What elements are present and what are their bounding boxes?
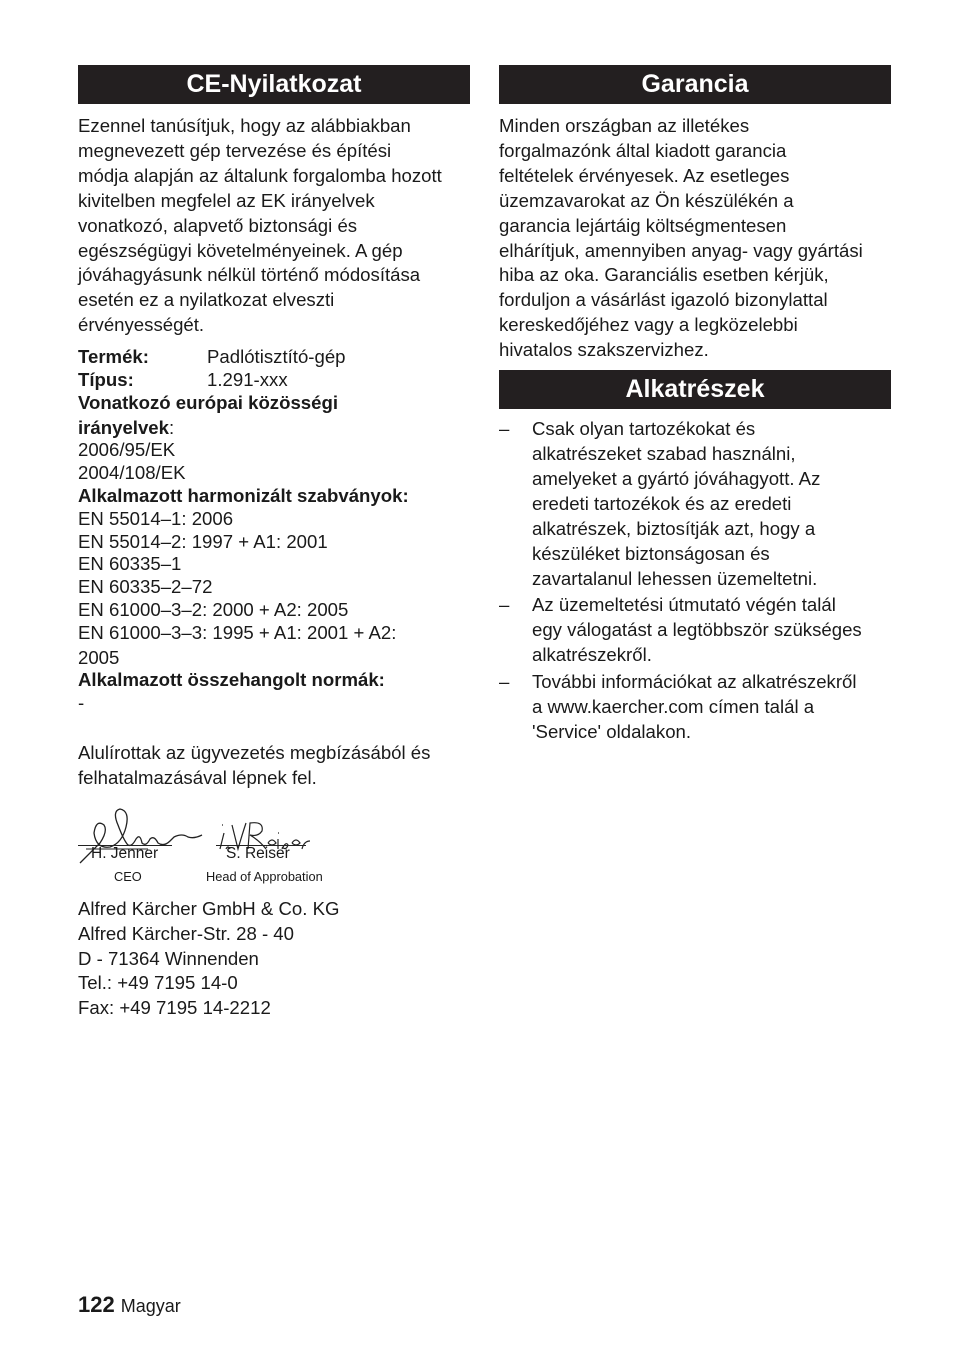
page-footer bbox=[78, 1292, 181, 1318]
standards-label: Alkalmazott harmonizált szabványok: bbox=[78, 484, 409, 506]
standard-item: EN 60335–2–72 bbox=[78, 576, 213, 598]
directives-label-1: Vonatkozó európai közösségi bbox=[78, 391, 339, 413]
warranty-text bbox=[499, 114, 891, 363]
standard-item: 2005 bbox=[78, 646, 120, 668]
signers-text-line: felhatalmazásával lépnek fel. bbox=[78, 766, 317, 788]
ce-intro-line: esetén ez a nyilatkozat elveszti bbox=[78, 289, 335, 311]
bullet-line: zavartalanul lehessen üzemeltetni. bbox=[532, 567, 818, 589]
ce-intro-line: érvényességét. bbox=[78, 314, 205, 336]
bullet-line: amelyeket a gyártó jóváhagyott. Az bbox=[532, 467, 821, 489]
address-block bbox=[78, 897, 470, 1022]
ce-intro bbox=[78, 114, 470, 338]
warranty-line: hivatalos szakszervizhez. bbox=[499, 339, 709, 361]
product-value: Padlótisztító-gép bbox=[207, 346, 346, 368]
signature-block bbox=[78, 799, 470, 899]
standard-item: EN 55014–1: 2006 bbox=[78, 507, 234, 529]
ce-specs bbox=[78, 346, 470, 715]
language-label: Magyar bbox=[120, 1296, 181, 1316]
warranty-line: forduljon a vásárlást igazoló bizonylattal bbox=[499, 289, 828, 311]
warranty-line: forgalmazónk által kiadott garancia bbox=[499, 139, 787, 161]
directive-item: 2004/108/EK bbox=[78, 462, 186, 484]
warranty-parts-column bbox=[499, 65, 891, 745]
directives-label-2: irányelvek bbox=[78, 416, 169, 438]
bullet-line: Az üzemeltetési útmutató végén talál bbox=[532, 594, 836, 616]
address-line: Tel.: +49 7195 14-0 bbox=[78, 972, 238, 994]
parts-list bbox=[499, 417, 891, 745]
ce-intro-line: megnevezett gép tervezése és építési bbox=[78, 139, 392, 161]
warranty-line: Minden országban az illetékes bbox=[499, 115, 750, 136]
norms-label: Alkalmazott összehangolt normák: bbox=[78, 669, 385, 691]
signer1-name: H. Jenner bbox=[91, 844, 159, 862]
ce-intro-line: módja alapján az általunk forgalomba hozott bbox=[78, 164, 442, 186]
bullet-line: eredeti tartozékok és az eredeti bbox=[532, 492, 792, 514]
signers-text bbox=[78, 741, 470, 791]
parts-list-item bbox=[499, 593, 891, 668]
bullet-line: Csak olyan tartozékokat és bbox=[532, 418, 756, 440]
type-row bbox=[78, 369, 470, 392]
warranty-line: elhárítjuk, amennyiben anyag- vagy gyártási bbox=[499, 239, 863, 261]
signers-text-line: Alulírottak az ügyvezetés megbízásából és bbox=[78, 741, 431, 763]
bullet-line: További információkat az alkatrészekről bbox=[532, 671, 857, 693]
ce-intro-line: egészségügyi követelményeinek. A gép bbox=[78, 239, 403, 261]
bullet-dash: – bbox=[499, 594, 510, 616]
directives-label-row bbox=[78, 417, 470, 440]
type-label: Típus: bbox=[78, 368, 134, 390]
directives-colon: : bbox=[168, 416, 175, 438]
product-label: Termék: bbox=[78, 346, 149, 368]
product-row bbox=[78, 346, 470, 369]
directive-item: 2006/95/EK bbox=[78, 439, 176, 461]
standard-item: EN 55014–2: 1997 + A1: 2001 bbox=[78, 530, 328, 552]
standard-item: EN 61000–3–2: 2000 + A2: 2005 bbox=[78, 598, 349, 620]
ce-declaration-column bbox=[78, 65, 470, 1021]
bullet-line: 'Service' oldalakon. bbox=[532, 720, 692, 742]
warranty-line: kereskedőjéhez vagy a legközelebbi bbox=[499, 314, 798, 336]
bullet-dash: – bbox=[499, 671, 510, 693]
address-line: Alfred Kärcher-Str. 28 - 40 bbox=[78, 922, 294, 944]
page-number: 122 bbox=[78, 1292, 115, 1317]
warranty-heading: Garancia bbox=[499, 65, 891, 104]
standard-item: EN 61000–3–3: 1995 + A1: 2001 + A2: bbox=[78, 621, 397, 643]
warranty-line: garancia lejártáig költségmentesen bbox=[499, 214, 787, 236]
bullet-line: a www.kaercher.com címen talál a bbox=[532, 696, 815, 718]
ce-declaration-heading: CE-Nyilatkozat bbox=[78, 65, 470, 104]
address-line: D - 71364 Winnenden bbox=[78, 947, 259, 969]
ce-intro-line: jóváhagyásunk nélkül történő módosítása bbox=[78, 264, 421, 286]
address-line: Alfred Kärcher GmbH & Co. KG bbox=[78, 897, 340, 919]
signer1-role: CEO bbox=[114, 868, 142, 884]
signer2-role: Head of Approbation bbox=[206, 868, 323, 884]
parts-list-item bbox=[499, 670, 891, 745]
ce-intro-line: kivitelben megfelel az EK irányelvek bbox=[78, 189, 375, 211]
warranty-line: üzemzavarokat az Ön készülékén a bbox=[499, 189, 794, 211]
ce-intro-line: Ezennel tanúsítjuk, hogy az alábbiakban bbox=[78, 115, 411, 136]
ce-intro-line: vonatkozó, alapvető biztonsági és bbox=[78, 214, 358, 236]
bullet-line: alkatrészek, biztosítják azt, hogy a bbox=[532, 517, 816, 539]
parts-heading: Alkatrészek bbox=[499, 370, 891, 409]
warranty-line: hiba az oka. Garanciális esetben kérjük, bbox=[499, 264, 829, 286]
signer2-name: S. Reiser bbox=[226, 844, 290, 862]
bullet-line: egy válogatást a legtöbbször szükséges bbox=[532, 619, 862, 641]
bullet-line: alkatrészeket szabad használni, bbox=[532, 442, 796, 464]
parts-list-item bbox=[499, 417, 891, 591]
address-line: Fax: +49 7195 14-2212 bbox=[78, 997, 271, 1019]
standard-item: EN 60335–1 bbox=[78, 553, 182, 575]
norms-value: - bbox=[78, 692, 85, 714]
bullet-dash: – bbox=[499, 418, 510, 440]
bullet-line: alkatrészekről. bbox=[532, 644, 652, 666]
bullet-line: készüléket biztonságosan és bbox=[532, 542, 770, 564]
warranty-line: feltételek érvényesek. Az esetleges bbox=[499, 164, 790, 186]
type-value: 1.291-xxx bbox=[207, 368, 288, 390]
